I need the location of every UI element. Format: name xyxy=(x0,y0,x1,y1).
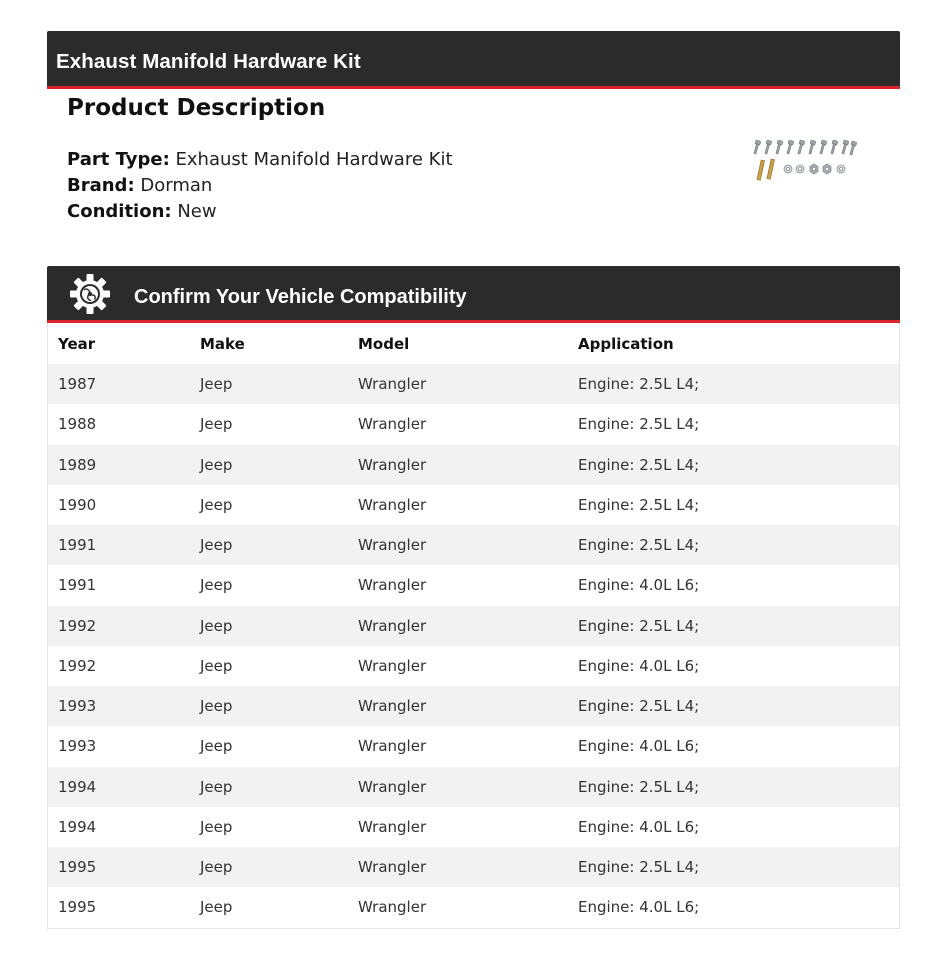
column-header-application: Application xyxy=(578,334,674,353)
compatibility-title: Confirm Your Vehicle Compatibility xyxy=(134,286,467,308)
cell-model: Wrangler xyxy=(358,455,427,474)
bolts-row xyxy=(753,140,857,155)
cell-application: Engine: 4.0L L6; xyxy=(578,898,700,917)
cell-year: 1993 xyxy=(58,697,97,716)
cell-application: Engine: 2.5L L4; xyxy=(578,495,700,514)
cell-model: Wrangler xyxy=(358,697,427,716)
cell-make: Jeep xyxy=(200,536,233,555)
cell-application: Engine: 2.5L L4; xyxy=(578,858,700,877)
cell-year: 1991 xyxy=(58,536,97,555)
gear-icon xyxy=(69,273,111,315)
cell-model: Wrangler xyxy=(358,415,427,434)
table-row xyxy=(48,887,899,927)
cell-model: Wrangler xyxy=(358,495,427,514)
cell-make: Jeep xyxy=(200,777,233,796)
cell-make: Jeep xyxy=(200,898,233,917)
cell-year: 1994 xyxy=(58,817,97,836)
cell-model: Wrangler xyxy=(358,817,427,836)
compatibility-bar xyxy=(47,266,900,323)
cell-make: Jeep xyxy=(200,737,233,756)
description-heading: Product Description xyxy=(67,95,326,121)
column-header-model: Model xyxy=(358,334,410,353)
cell-year: 1992 xyxy=(58,616,97,635)
cell-make: Jeep xyxy=(200,576,233,595)
cell-model: Wrangler xyxy=(358,656,427,675)
cell-make: Jeep xyxy=(200,817,233,836)
table-row xyxy=(48,445,899,485)
cell-application: Engine: 2.5L L4; xyxy=(578,415,700,434)
table-header-row xyxy=(48,323,899,364)
table-row xyxy=(48,364,899,404)
spec-condition xyxy=(67,201,217,222)
table-row xyxy=(48,565,899,605)
cell-make: Jeep xyxy=(200,656,233,675)
cell-model: Wrangler xyxy=(358,777,427,796)
spec-value: New xyxy=(177,201,217,222)
cell-application: Engine: 2.5L L4; xyxy=(578,697,700,716)
cell-application: Engine: 2.5L L4; xyxy=(578,455,700,474)
table-row xyxy=(48,646,899,686)
cell-year: 1995 xyxy=(58,898,97,917)
cell-model: Wrangler xyxy=(358,536,427,555)
spec-part-type xyxy=(67,149,453,170)
hardware-kit-image[interactable] xyxy=(752,138,862,184)
table-row xyxy=(48,485,899,525)
spec-label: Part Type: xyxy=(67,149,170,170)
studs xyxy=(757,159,775,180)
column-header-year: Year xyxy=(58,334,96,353)
cell-make: Jeep xyxy=(200,455,233,474)
table-row xyxy=(48,525,899,565)
table-row xyxy=(48,686,899,726)
cell-year: 1991 xyxy=(58,576,97,595)
product-title-bar xyxy=(47,31,900,89)
cell-make: Jeep xyxy=(200,697,233,716)
cell-application: Engine: 2.5L L4; xyxy=(578,777,700,796)
cell-make: Jeep xyxy=(200,616,233,635)
table-row xyxy=(48,404,899,444)
cell-year: 1992 xyxy=(58,656,97,675)
cell-make: Jeep xyxy=(200,415,233,434)
cell-make: Jeep xyxy=(200,375,233,394)
cell-year: 1994 xyxy=(58,777,97,796)
cell-application: Engine: 2.5L L4; xyxy=(578,536,700,555)
cell-year: 1988 xyxy=(58,415,97,434)
table-row xyxy=(48,807,899,847)
cell-model: Wrangler xyxy=(358,616,427,635)
table-row xyxy=(48,767,899,807)
cell-application: Engine: 2.5L L4; xyxy=(578,616,700,635)
cell-year: 1995 xyxy=(58,858,97,877)
cell-application: Engine: 4.0L L6; xyxy=(578,737,700,756)
column-header-make: Make xyxy=(200,334,245,353)
cell-year: 1993 xyxy=(58,737,97,756)
cell-application: Engine: 4.0L L6; xyxy=(578,576,700,595)
spec-brand xyxy=(67,175,212,196)
spec-value: Exhaust Manifold Hardware Kit xyxy=(175,149,453,170)
cell-year: 1987 xyxy=(58,375,97,394)
cell-year: 1990 xyxy=(58,495,97,514)
cell-model: Wrangler xyxy=(358,858,427,877)
cell-make: Jeep xyxy=(200,858,233,877)
spec-value: Dorman xyxy=(140,175,213,196)
cell-application: Engine: 2.5L L4; xyxy=(578,375,700,394)
table-row xyxy=(48,606,899,646)
cell-year: 1989 xyxy=(58,455,97,474)
table-body xyxy=(48,364,899,928)
table-row xyxy=(48,726,899,766)
spec-label: Brand: xyxy=(67,175,135,196)
washers-nuts xyxy=(784,164,845,174)
cell-model: Wrangler xyxy=(358,737,427,756)
cell-application: Engine: 4.0L L6; xyxy=(578,817,700,836)
table-row xyxy=(48,847,899,887)
cell-model: Wrangler xyxy=(358,576,427,595)
cell-make: Jeep xyxy=(200,495,233,514)
cell-model: Wrangler xyxy=(358,375,427,394)
product-title: Exhaust Manifold Hardware Kit xyxy=(56,50,361,73)
spec-label: Condition: xyxy=(67,201,172,222)
cell-model: Wrangler xyxy=(358,898,427,917)
compatibility-table xyxy=(47,323,900,929)
cell-application: Engine: 4.0L L6; xyxy=(578,656,700,675)
